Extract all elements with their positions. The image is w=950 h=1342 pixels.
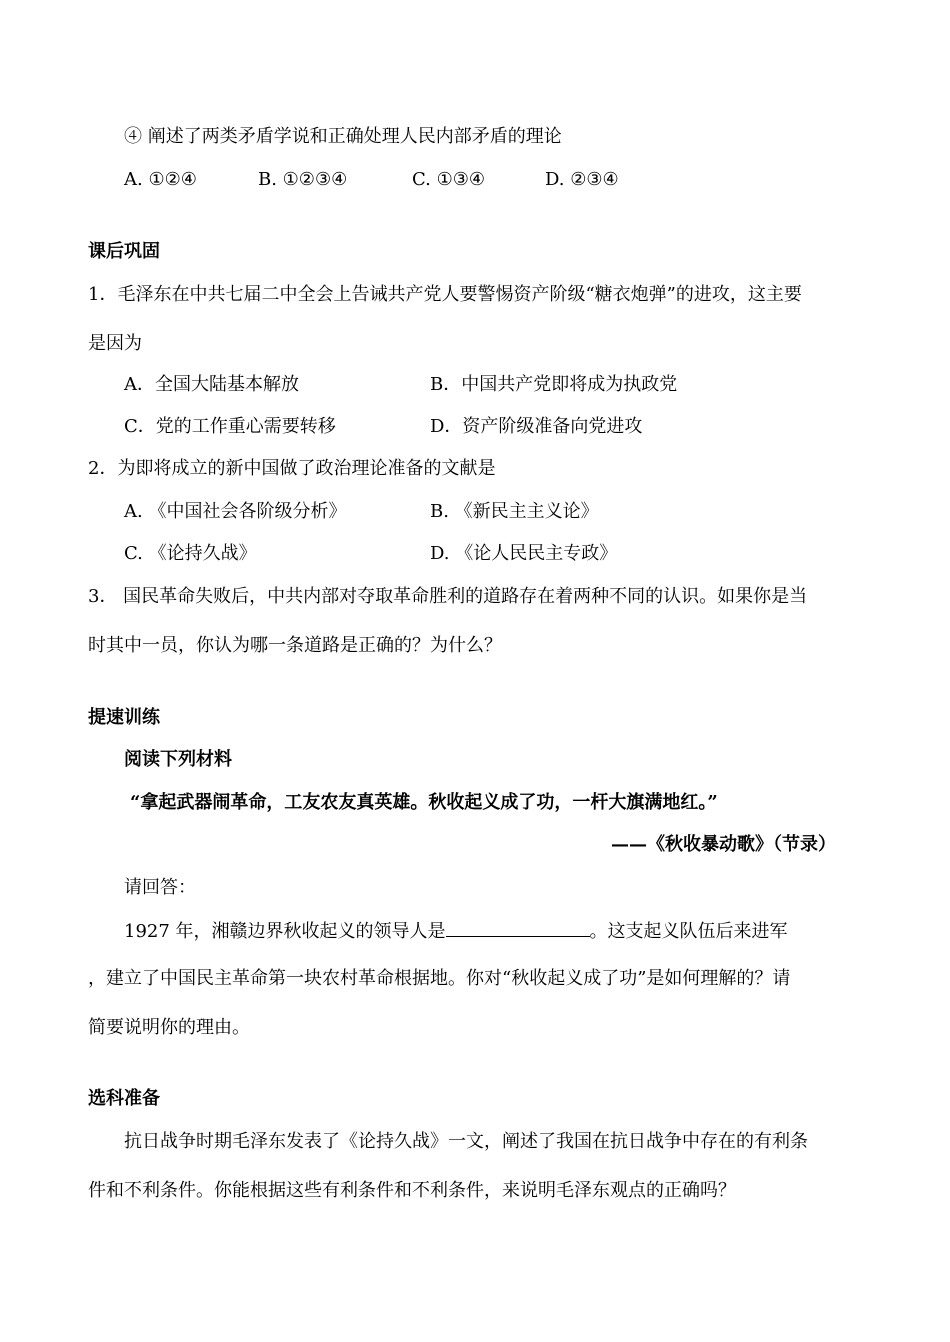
answer-para-line2: ，建立了中国民主革命第一块农村革命根据地。你对“秋收起义成了功”是如何理解的？请 <box>88 968 791 989</box>
q1-option-d: D．资产阶级准备向党进攻 <box>430 416 643 437</box>
section-title-speed-training: 提速训练 <box>88 707 160 728</box>
option-b: B. ①②③④ <box>258 169 348 190</box>
option-d: D. ②③④ <box>545 169 619 190</box>
q3-stem-line1: 3． 国民革命失败后，中共内部对夺取革命胜利的道路存在着两种不同的认识。如果你是当 <box>88 586 808 607</box>
question-item-4: ④ 阐述了两类矛盾学说和正确处理人民内部矛盾的理论 <box>124 126 562 147</box>
q1-stem-line2: 是因为 <box>88 333 142 354</box>
answer-para-line1 <box>124 918 788 944</box>
q1-option-c: C．党的工作重心需要转移 <box>124 416 336 437</box>
q3-stem-line2: 时其中一员，你认为哪一条道路是正确的？为什么？ <box>88 635 502 656</box>
section-title-consolidation: 课后巩固 <box>88 241 160 262</box>
subject-prep-para-line1: 抗日战争时期毛泽东发表了《论持久战》一文，阐述了我国在抗日战争中存在的有利条 <box>124 1131 808 1152</box>
q1-option-b: B．中国共产党即将成为执政党 <box>430 374 678 395</box>
subject-prep-para-line2: 件和不利条件。你能根据这些有利条件和不利条件，来说明毛泽东观点的正确吗？ <box>88 1180 736 1201</box>
q2-option-a: A. 《中国社会各阶级分析》 <box>124 501 347 522</box>
q2-option-b: B. 《新民主主义论》 <box>430 501 599 522</box>
material-intro: 阅读下列材料 <box>124 749 232 770</box>
q1-stem-line1: 1．毛泽东在中共七届二中全会上告诫共产党人要警惕资产阶级“糖衣炮弹”的进攻，这主要 <box>88 284 802 305</box>
answer-prompt: 请回答： <box>124 877 196 898</box>
answer-blank[interactable] <box>446 918 590 937</box>
option-c: C. ①③④ <box>412 169 485 190</box>
option-a: A. ①②④ <box>124 169 197 190</box>
answer-para-line1-end: 。这支起义队伍后来进军 <box>589 921 788 942</box>
material-source: ——《秋收暴动歌》（节录） <box>611 834 836 855</box>
prev-question-options <box>124 168 844 192</box>
material-quote: “拿起武器闹革命，工友农友真英雄。秋收起义成了功，一杆大旗满地红。” <box>130 792 718 813</box>
q2-option-c: C. 《论持久战》 <box>124 543 257 564</box>
q2-stem: 2．为即将成立的新中国做了政治理论准备的文献是 <box>88 458 496 479</box>
answer-para-line1-start: 1927 年，湘赣边界秋收起义的领导人是 <box>124 921 446 942</box>
q2-option-d: D. 《论人民民主专政》 <box>430 543 618 564</box>
section-title-subject-prep: 选科准备 <box>88 1088 160 1109</box>
q1-option-a: A．全国大陆基本解放 <box>124 374 299 395</box>
answer-para-line3: 简要说明你的理由。 <box>88 1017 250 1038</box>
